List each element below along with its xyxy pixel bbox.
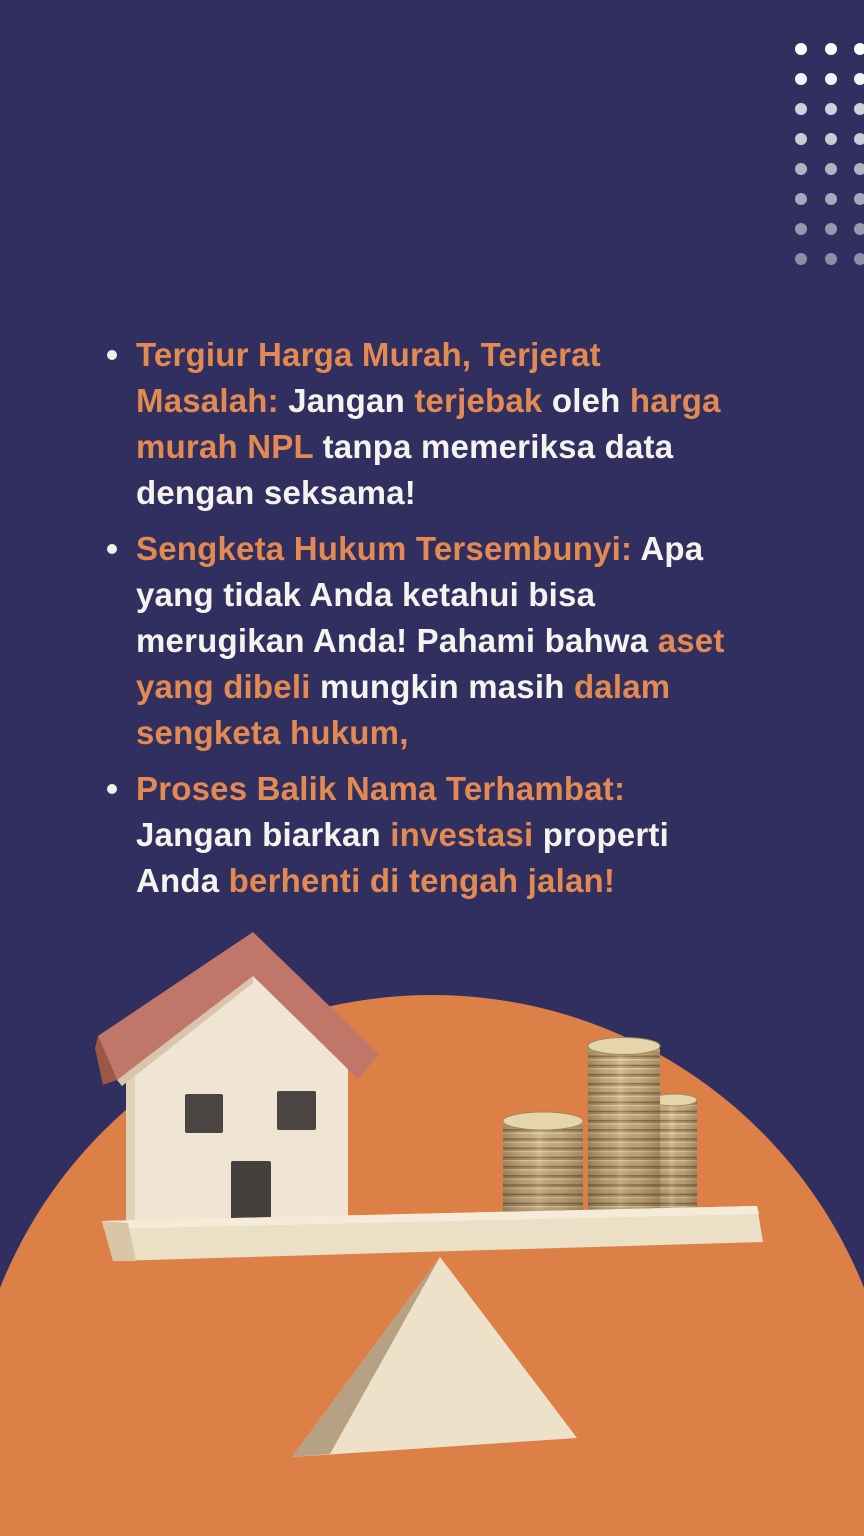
text-segment: harga bbox=[629, 382, 721, 419]
wooden-house bbox=[95, 932, 379, 1228]
bullet-item bbox=[107, 766, 797, 904]
dot-grid-decoration bbox=[0, 0, 864, 300]
text-segment: yang tidak Anda ketahui bisa bbox=[136, 576, 596, 613]
decor-dot bbox=[854, 103, 864, 115]
decor-dot bbox=[825, 163, 837, 175]
text-segment: investasi bbox=[390, 816, 534, 853]
text-segment: dalam bbox=[573, 668, 671, 705]
text-segment: mungkin masih bbox=[310, 668, 574, 705]
bullet-text bbox=[136, 526, 725, 756]
decor-dot bbox=[854, 133, 864, 145]
bullet-item bbox=[107, 526, 797, 756]
house-coins-balance-illustration bbox=[0, 930, 864, 1536]
coin-stack-middle bbox=[588, 1038, 660, 1213]
coin-stack-left bbox=[503, 1112, 583, 1214]
text-segment: Apa bbox=[632, 530, 704, 567]
text-segment: murah NPL bbox=[136, 428, 314, 465]
text-segment: sengketa hukum, bbox=[136, 714, 409, 751]
bullet-marker bbox=[107, 544, 117, 554]
decor-dot bbox=[795, 73, 807, 85]
decor-dot bbox=[825, 43, 837, 55]
decor-dot bbox=[795, 43, 807, 55]
text-segment: Tergiur Harga Murah, Terjerat bbox=[136, 336, 601, 373]
decor-dot bbox=[795, 133, 807, 145]
text-segment: berhenti di tengah jalan! bbox=[228, 862, 616, 899]
text-segment: Jangan biarkan bbox=[136, 816, 391, 853]
text-segment: Jangan bbox=[278, 382, 415, 419]
bullet-list bbox=[107, 332, 797, 914]
bullet-marker bbox=[107, 350, 117, 360]
decor-dot bbox=[825, 103, 837, 115]
window-left bbox=[185, 1094, 223, 1133]
bullet-item bbox=[107, 332, 797, 516]
text-segment: oleh bbox=[542, 382, 630, 419]
text-segment: dengan seksama! bbox=[136, 474, 416, 511]
text-segment: yang dibeli bbox=[136, 668, 311, 705]
decor-dot bbox=[825, 133, 837, 145]
window-right bbox=[277, 1091, 316, 1130]
text-segment: Sengketa Hukum Tersembunyi: bbox=[136, 530, 633, 567]
decor-dot bbox=[795, 223, 807, 235]
bullet-text bbox=[136, 766, 669, 904]
decor-dot bbox=[854, 73, 864, 85]
text-segment: Proses Balik Nama Terhambat: bbox=[136, 770, 626, 807]
text-segment: Masalah: bbox=[136, 382, 279, 419]
decor-dot bbox=[825, 253, 837, 265]
decor-dot bbox=[825, 193, 837, 205]
text-segment: Anda bbox=[136, 862, 229, 899]
decor-dot bbox=[854, 193, 864, 205]
text-segment: terjebak bbox=[414, 382, 543, 419]
decor-dot bbox=[795, 253, 807, 265]
text-segment: aset bbox=[657, 622, 725, 659]
decor-dot bbox=[854, 253, 864, 265]
decor-dot bbox=[795, 163, 807, 175]
decor-dot bbox=[854, 163, 864, 175]
text-segment: tanpa memeriksa data bbox=[313, 428, 674, 465]
text-segment: merugikan Anda! Pahami bahwa bbox=[136, 622, 658, 659]
decor-dot bbox=[825, 223, 837, 235]
text-segment: properti bbox=[533, 816, 669, 853]
decor-dot bbox=[795, 103, 807, 115]
decor-dot bbox=[854, 223, 864, 235]
decor-dot bbox=[795, 193, 807, 205]
bullet-text bbox=[136, 332, 721, 516]
decor-dot bbox=[854, 43, 864, 55]
house-side-face bbox=[126, 1062, 135, 1228]
decor-dot bbox=[825, 73, 837, 85]
bullet-marker bbox=[107, 784, 117, 794]
